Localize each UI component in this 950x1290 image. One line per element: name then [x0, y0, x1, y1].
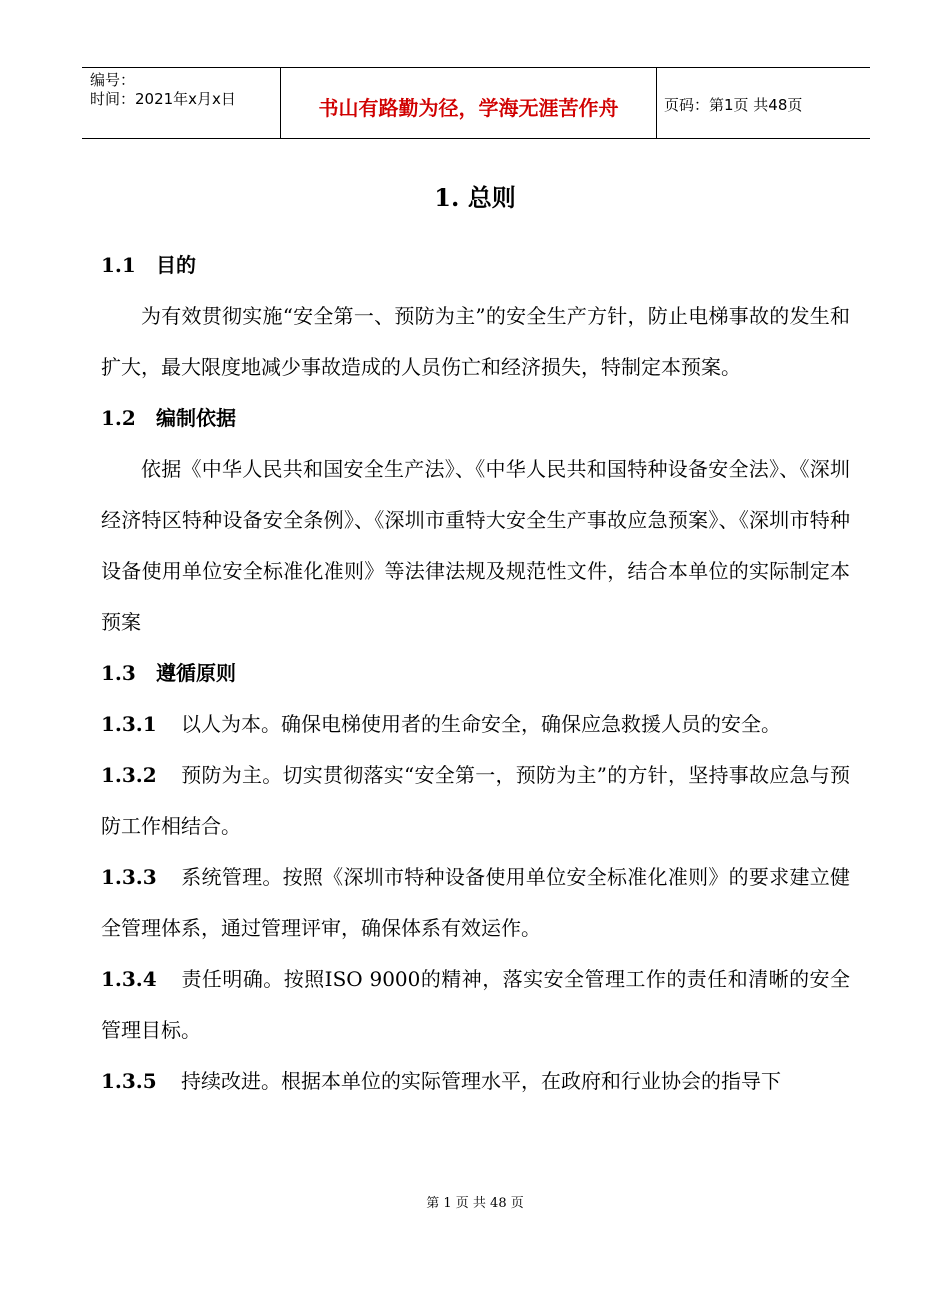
date-label: 时间：2021年x月x日: [90, 90, 236, 108]
principle-item: [101, 1056, 850, 1107]
section-number: 1.1: [101, 253, 136, 277]
page-footer: 第 1 页 共 48 页: [426, 1196, 524, 1211]
item-number: 1.3.1: [101, 712, 157, 736]
item-number: 1.3.4: [101, 967, 157, 991]
page-info: 页码：第1页 共48页: [664, 96, 803, 114]
principle-item: [101, 852, 850, 954]
page-header: [82, 67, 870, 139]
document-body: [101, 240, 850, 1107]
motto-text: 书山有路勤为径，学海无涯苦作舟: [318, 96, 619, 120]
chapter-title: 1. 总则: [434, 183, 516, 212]
item-text: 系统管理。按照《深圳市特种设备使用单位安全标准化准则》的要求建立健全管理体系，通过管理评审，确保体系有效运作。: [101, 865, 850, 940]
item-number: 1.3.3: [101, 865, 157, 889]
item-number: 1.3.2: [101, 763, 157, 787]
principle-item: [101, 750, 850, 852]
item-number: 1.3.5: [101, 1069, 157, 1093]
item-text: 以人为本。确保电梯使用者的生命安全，确保应急救援人员的安全。: [181, 712, 781, 736]
paragraph: 依据《中华人民共和国安全生产法》、《中华人民共和国特种设备安全法》、《深圳经济特区特种设备安全条例》、《深圳市重特大安全生产事故应急预案》、《深圳市特种设备使用单位安全标准化准则》等法律法规及规范性文件，结合本单位的实际制定本预案: [101, 457, 850, 634]
section-title: 目的: [156, 253, 196, 277]
header-meta-cell: [82, 68, 281, 138]
header-motto-cell: [281, 68, 657, 138]
section-title: 遵循原则: [156, 661, 236, 685]
section-heading: [101, 393, 850, 444]
principle-item: [101, 699, 850, 750]
paragraph: 为有效贯彻实施“安全第一、预防为主”的安全生产方针，防止电梯事故的发生和扩大，最大限度地减少事故造成的人员伤亡和经济损失，特制定本预案。: [101, 304, 850, 379]
section-number: 1.3: [101, 661, 136, 685]
section-heading: [101, 648, 850, 699]
number-label: 编号：: [90, 71, 136, 89]
item-text: 责任明确。按照ISO 9000的精神，落实安全管理工作的责任和清晰的安全管理目标。: [101, 967, 850, 1042]
section-number: 1.2: [101, 406, 136, 430]
item-text: 持续改进。根据本单位的实际管理水平，在政府和行业协会的指导下: [181, 1069, 781, 1093]
section-title: 编制依据: [156, 406, 236, 430]
item-text: 预防为主。切实贯彻落实“安全第一，预防为主”的方针，坚持事故应急与预防工作相结合。: [101, 763, 850, 838]
section-heading: [101, 240, 850, 291]
principle-item: [101, 954, 850, 1056]
